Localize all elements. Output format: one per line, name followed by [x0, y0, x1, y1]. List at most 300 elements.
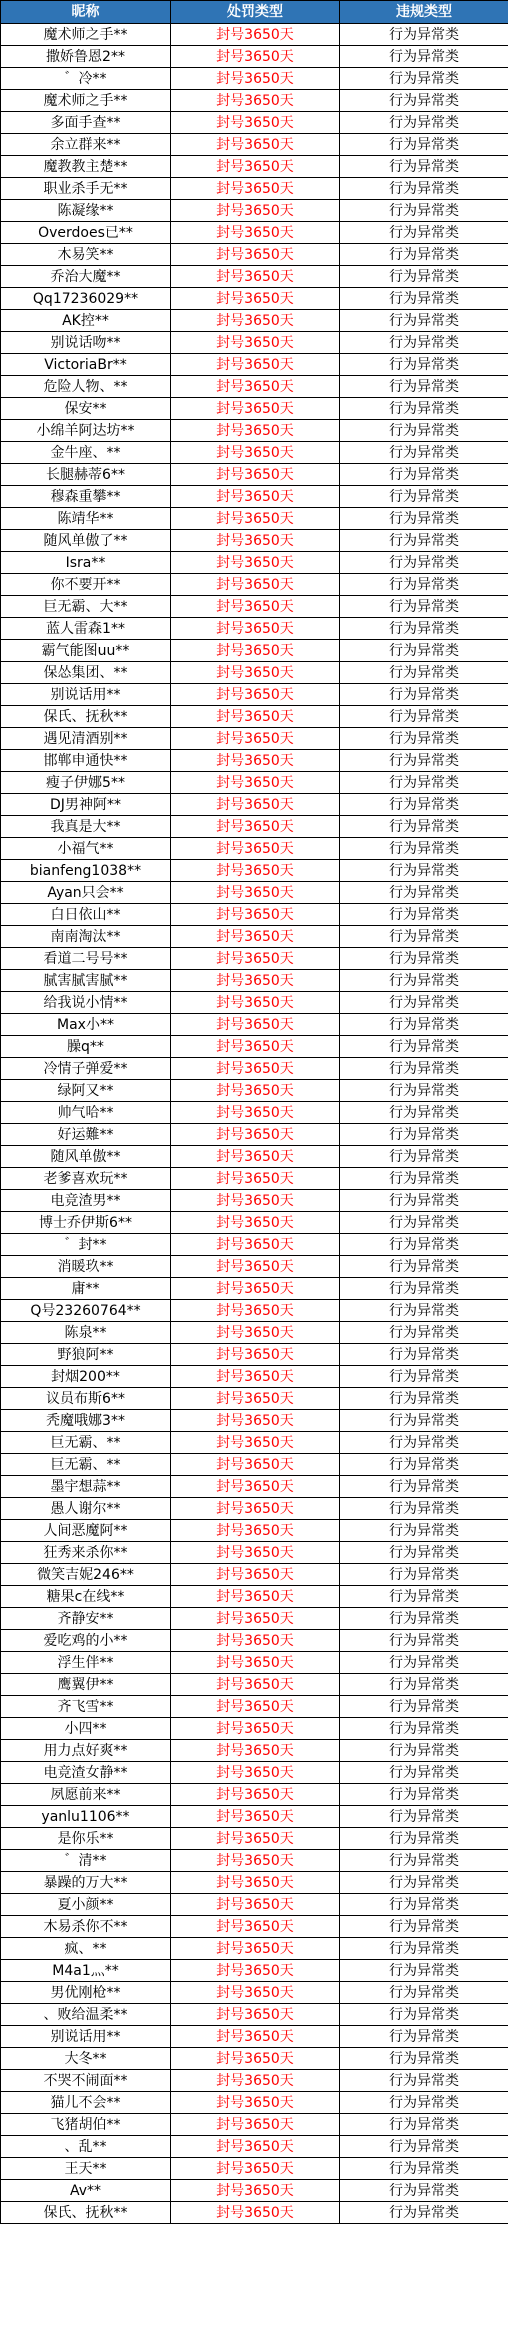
- table-row: [1, 1916, 508, 1938]
- penalty-type-cell: 封号3650天: [171, 2092, 340, 2114]
- penalty-type-cell: 封号3650天: [171, 200, 340, 222]
- violation-type-cell: 行为异常类: [340, 816, 508, 838]
- nickname-cell: 猫儿不会**: [1, 2092, 171, 2114]
- nickname-cell: VictoriaBr**: [1, 354, 171, 376]
- table-row: [1, 1476, 508, 1498]
- violation-type-cell: 行为异常类: [340, 1058, 508, 1080]
- nickname-cell: 臊q**: [1, 1036, 171, 1058]
- penalty-type-cell: 封号3650天: [171, 926, 340, 948]
- violation-type-cell: 行为异常类: [340, 574, 508, 596]
- table-row: [1, 90, 508, 112]
- violation-type-cell: 行为异常类: [340, 948, 508, 970]
- table-row: [1, 420, 508, 442]
- table-row: [1, 1630, 508, 1652]
- nickname-cell: 人间恶魔阿**: [1, 1520, 171, 1542]
- penalty-type-cell: 封号3650天: [171, 310, 340, 332]
- table-row: [1, 464, 508, 486]
- penalty-type-cell: 封号3650天: [171, 442, 340, 464]
- nickname-cell: 鹰翼伊**: [1, 1674, 171, 1696]
- nickname-cell: 愚人谢尔**: [1, 1498, 171, 1520]
- violation-type-cell: 行为异常类: [340, 1322, 508, 1344]
- table-row: [1, 1212, 508, 1234]
- penalty-type-cell: 封号3650天: [171, 244, 340, 266]
- table-row: [1, 1300, 508, 1322]
- violation-type-cell: 行为异常类: [340, 1256, 508, 1278]
- table-row: [1, 640, 508, 662]
- violation-type-cell: 行为异常类: [340, 640, 508, 662]
- violation-type-cell: 行为异常类: [340, 1476, 508, 1498]
- nickname-cell: 保怂集团、**: [1, 662, 171, 684]
- table-row: [1, 860, 508, 882]
- violation-type-cell: 行为异常类: [340, 398, 508, 420]
- table-body: [1, 24, 508, 2224]
- penalty-type-cell: 封号3650天: [171, 178, 340, 200]
- violation-type-cell: 行为异常类: [340, 112, 508, 134]
- violation-type-cell: 行为异常类: [340, 2114, 508, 2136]
- table-row: [1, 1828, 508, 1850]
- table-row: [1, 1564, 508, 1586]
- table-row: [1, 508, 508, 530]
- table-row: [1, 1146, 508, 1168]
- violation-type-cell: 行为异常类: [340, 1300, 508, 1322]
- penalty-type-cell: 封号3650天: [171, 1058, 340, 1080]
- penalty-type-cell: 封号3650天: [171, 68, 340, 90]
- penalty-type-cell: 封号3650天: [171, 156, 340, 178]
- nickname-cell: 飞猪胡伯**: [1, 2114, 171, 2136]
- penalty-type-cell: 封号3650天: [171, 2202, 340, 2224]
- penalty-type-cell: 封号3650天: [171, 1608, 340, 1630]
- violation-type-cell: 行为异常类: [340, 1432, 508, 1454]
- nickname-cell: 巨无霸、**: [1, 1454, 171, 1476]
- nickname-cell: 木易杀你不**: [1, 1916, 171, 1938]
- penalty-type-cell: 封号3650天: [171, 2158, 340, 2180]
- penalty-type-cell: 封号3650天: [171, 552, 340, 574]
- violation-type-cell: 行为异常类: [340, 772, 508, 794]
- violation-type-cell: 行为异常类: [340, 1410, 508, 1432]
- violation-type-cell: 行为异常类: [340, 508, 508, 530]
- table-row: [1, 200, 508, 222]
- table-row: [1, 2180, 508, 2202]
- table-row: [1, 2092, 508, 2114]
- nickname-cell: 乔治大魔**: [1, 266, 171, 288]
- violation-type-cell: 行为异常类: [340, 662, 508, 684]
- penalty-type-cell: 封号3650天: [171, 2026, 340, 2048]
- nickname-cell: 帅气哈**: [1, 1102, 171, 1124]
- penalty-type-cell: 封号3650天: [171, 1806, 340, 1828]
- penalty-type-cell: 封号3650天: [171, 970, 340, 992]
- violation-type-cell: 行为异常类: [340, 882, 508, 904]
- violation-type-cell: 行为异常类: [340, 1278, 508, 1300]
- violation-type-cell: 行为异常类: [340, 1828, 508, 1850]
- penalty-type-cell: 封号3650天: [171, 1256, 340, 1278]
- violation-type-cell: 行为异常类: [340, 1696, 508, 1718]
- nickname-cell: 冷情子弹爱**: [1, 1058, 171, 1080]
- table-row: [1, 1190, 508, 1212]
- penalty-type-cell: 封号3650天: [171, 1938, 340, 1960]
- violation-type-cell: 行为异常类: [340, 1608, 508, 1630]
- nickname-cell: 巨无霸、大**: [1, 596, 171, 618]
- penalty-type-cell: 封号3650天: [171, 464, 340, 486]
- nickname-cell: 长腿赫蒂6**: [1, 464, 171, 486]
- violation-type-cell: 行为异常类: [340, 2202, 508, 2224]
- nickname-cell: 狂秀来杀你**: [1, 1542, 171, 1564]
- violation-type-cell: 行为异常类: [340, 2004, 508, 2026]
- nickname-cell: 绿阿又**: [1, 1080, 171, 1102]
- penalty-type-cell: 封号3650天: [171, 420, 340, 442]
- nickname-cell: 野狼阿**: [1, 1344, 171, 1366]
- penalty-type-cell: 封号3650天: [171, 1718, 340, 1740]
- violation-type-cell: 行为异常类: [340, 376, 508, 398]
- table-row: [1, 530, 508, 552]
- violation-type-cell: 行为异常类: [340, 926, 508, 948]
- table-row: [1, 596, 508, 618]
- violation-type-cell: 行为异常类: [340, 1718, 508, 1740]
- nickname-cell: 糖果c在线**: [1, 1586, 171, 1608]
- table-row: [1, 1784, 508, 1806]
- violation-type-cell: 行为异常类: [340, 750, 508, 772]
- nickname-cell: 小四**: [1, 1718, 171, 1740]
- violation-type-cell: 行为异常类: [340, 90, 508, 112]
- penalty-type-cell: 封号3650天: [171, 706, 340, 728]
- nickname-cell: 封烟200**: [1, 1366, 171, 1388]
- nickname-cell: 消暖玖**: [1, 1256, 171, 1278]
- penalty-type-cell: 封号3650天: [171, 1102, 340, 1124]
- penalty-type-column-header: 处罚类型: [171, 1, 340, 24]
- table-row: [1, 904, 508, 926]
- penalty-type-cell: 封号3650天: [171, 904, 340, 926]
- table-row: [1, 1366, 508, 1388]
- violation-type-cell: 行为异常类: [340, 2136, 508, 2158]
- nickname-cell: 夏小颜**: [1, 1894, 171, 1916]
- table-row: [1, 332, 508, 354]
- penalty-type-cell: 封号3650天: [171, 1586, 340, 1608]
- penalty-type-cell: 封号3650天: [171, 1784, 340, 1806]
- nickname-cell: 大冬**: [1, 2048, 171, 2070]
- violation-type-cell: 行为异常类: [340, 1014, 508, 1036]
- penalty-type-cell: 封号3650天: [171, 1916, 340, 1938]
- table-row: [1, 1762, 508, 1784]
- table-row: [1, 662, 508, 684]
- nickname-cell: 随风单傲**: [1, 1146, 171, 1168]
- nickname-cell: 危险人物、**: [1, 376, 171, 398]
- table-row: [1, 1520, 508, 1542]
- table-row: [1, 1322, 508, 1344]
- nickname-cell: ゛封**: [1, 1234, 171, 1256]
- violation-type-cell: 行为异常类: [340, 596, 508, 618]
- nickname-cell: Ayan只会**: [1, 882, 171, 904]
- violation-type-cell: 行为异常类: [340, 970, 508, 992]
- violation-type-cell: 行为异常类: [340, 1102, 508, 1124]
- penalty-type-cell: 封号3650天: [171, 1982, 340, 2004]
- table-row: [1, 288, 508, 310]
- violation-type-cell: 行为异常类: [340, 1982, 508, 2004]
- penalty-type-cell: 封号3650天: [171, 1278, 340, 1300]
- table-row: [1, 1234, 508, 1256]
- table-row: [1, 1454, 508, 1476]
- penalty-type-cell: 封号3650天: [171, 2180, 340, 2202]
- nickname-cell: 瘦子伊娜5**: [1, 772, 171, 794]
- table-row: [1, 1014, 508, 1036]
- table-row: [1, 1850, 508, 1872]
- violation-type-cell: 行为异常类: [340, 1080, 508, 1102]
- table-row: [1, 354, 508, 376]
- violation-type-cell: 行为异常类: [340, 1454, 508, 1476]
- violation-type-cell: 行为异常类: [340, 1630, 508, 1652]
- penalty-type-cell: 封号3650天: [171, 266, 340, 288]
- penalty-type-cell: 封号3650天: [171, 1850, 340, 1872]
- nickname-cell: 是你乐**: [1, 1828, 171, 1850]
- penalty-type-cell: 封号3650天: [171, 574, 340, 596]
- nickname-cell: 穆森重攀**: [1, 486, 171, 508]
- nickname-cell: 多面手查**: [1, 112, 171, 134]
- nickname-cell: 齐飞雪**: [1, 1696, 171, 1718]
- violation-type-cell: 行为异常类: [340, 2180, 508, 2202]
- violation-type-cell: 行为异常类: [340, 1586, 508, 1608]
- nickname-cell: Av**: [1, 2180, 171, 2202]
- penalty-type-cell: 封号3650天: [171, 596, 340, 618]
- violation-type-cell: 行为异常类: [340, 1872, 508, 1894]
- penalty-type-cell: 封号3650天: [171, 1674, 340, 1696]
- violation-type-cell: 行为异常类: [340, 1894, 508, 1916]
- penalty-type-cell: 封号3650天: [171, 838, 340, 860]
- violation-type-cell: 行为异常类: [340, 1938, 508, 1960]
- nickname-cell: 王天**: [1, 2158, 171, 2180]
- table-row: [1, 1058, 508, 1080]
- nickname-cell: 邯郸申通快**: [1, 750, 171, 772]
- penalty-type-cell: 封号3650天: [171, 1432, 340, 1454]
- violation-type-cell: 行为异常类: [340, 728, 508, 750]
- violation-type-cell: 行为异常类: [340, 1960, 508, 1982]
- table-row: [1, 1586, 508, 1608]
- nickname-cell: 别说话用**: [1, 2026, 171, 2048]
- violation-type-cell: 行为异常类: [340, 244, 508, 266]
- table-row: [1, 684, 508, 706]
- violation-type-cell: 行为异常类: [340, 2092, 508, 2114]
- penalty-type-cell: 封号3650天: [171, 662, 340, 684]
- nickname-cell: 庸**: [1, 1278, 171, 1300]
- violation-type-cell: 行为异常类: [340, 2026, 508, 2048]
- penalty-type-cell: 封号3650天: [171, 1124, 340, 1146]
- penalty-type-cell: 封号3650天: [171, 1388, 340, 1410]
- penalty-type-cell: 封号3650天: [171, 1564, 340, 1586]
- nickname-cell: ゛冷**: [1, 68, 171, 90]
- violation-type-cell: 行为异常类: [340, 860, 508, 882]
- violation-type-cell: 行为异常类: [340, 464, 508, 486]
- table-row: [1, 1608, 508, 1630]
- table-row: [1, 178, 508, 200]
- violation-type-cell: 行为异常类: [340, 68, 508, 90]
- nickname-cell: 余立群来**: [1, 134, 171, 156]
- violation-type-cell: 行为异常类: [340, 420, 508, 442]
- table-row: [1, 2114, 508, 2136]
- violation-type-cell: 行为异常类: [340, 1564, 508, 1586]
- violation-type-cell: 行为异常类: [340, 332, 508, 354]
- violation-type-cell: 行为异常类: [340, 1234, 508, 1256]
- violation-type-cell: 行为异常类: [340, 442, 508, 464]
- table-row: [1, 2026, 508, 2048]
- table-row: [1, 728, 508, 750]
- table-row: [1, 1696, 508, 1718]
- penalty-type-cell: 封号3650天: [171, 1542, 340, 1564]
- nickname-cell: 蓝人雷森1**: [1, 618, 171, 640]
- nickname-cell: 腻害腻害腻**: [1, 970, 171, 992]
- penalty-type-cell: 封号3650天: [171, 24, 340, 46]
- nickname-cell: yanlu1106**: [1, 1806, 171, 1828]
- penalty-type-cell: 封号3650天: [171, 728, 340, 750]
- table-row: [1, 1102, 508, 1124]
- violation-type-cell: 行为异常类: [340, 1652, 508, 1674]
- penalty-type-cell: 封号3650天: [171, 816, 340, 838]
- violation-type-cell: 行为异常类: [340, 706, 508, 728]
- table-row: [1, 1806, 508, 1828]
- nickname-cell: 保安**: [1, 398, 171, 420]
- penalty-type-cell: 封号3650天: [171, 882, 340, 904]
- nickname-cell: 墨宇想蒜**: [1, 1476, 171, 1498]
- nickname-cell: Qq17236029**: [1, 288, 171, 310]
- nickname-cell: 保氏、抚秋**: [1, 706, 171, 728]
- header-row: [1, 1, 508, 24]
- nickname-cell: 巨无霸、**: [1, 1432, 171, 1454]
- penalty-type-cell: 封号3650天: [171, 288, 340, 310]
- penalty-type-cell: 封号3650天: [171, 112, 340, 134]
- table-row: [1, 2202, 508, 2224]
- table-row: [1, 1894, 508, 1916]
- nickname-cell: 看道二号号**: [1, 948, 171, 970]
- nickname-cell: 魔术师之手**: [1, 24, 171, 46]
- nickname-cell: 男优刚枪**: [1, 1982, 171, 2004]
- table-row: [1, 1432, 508, 1454]
- violation-type-cell: 行为异常类: [340, 178, 508, 200]
- nickname-cell: 浮生伴**: [1, 1652, 171, 1674]
- penalty-type-cell: 封号3650天: [171, 1696, 340, 1718]
- nickname-cell: 霸气能图uu**: [1, 640, 171, 662]
- table-row: [1, 1388, 508, 1410]
- nickname-cell: 、乱**: [1, 2136, 171, 2158]
- table-row: [1, 442, 508, 464]
- table-row: [1, 574, 508, 596]
- nickname-cell: 老爹喜欢玩**: [1, 1168, 171, 1190]
- nickname-cell: 陈凝缘**: [1, 200, 171, 222]
- nickname-cell: DJ男神阿**: [1, 794, 171, 816]
- violation-type-cell: 行为异常类: [340, 1916, 508, 1938]
- penalty-type-cell: 封号3650天: [171, 1014, 340, 1036]
- table-row: [1, 1124, 508, 1146]
- violation-type-cell: 行为异常类: [340, 1124, 508, 1146]
- nickname-cell: 别说话用**: [1, 684, 171, 706]
- penalty-type-cell: 封号3650天: [171, 860, 340, 882]
- violation-type-cell: 行为异常类: [340, 1146, 508, 1168]
- penalty-type-cell: 封号3650天: [171, 90, 340, 112]
- nickname-cell: 陈靖华**: [1, 508, 171, 530]
- penalty-type-cell: 封号3650天: [171, 2070, 340, 2092]
- table-row: [1, 376, 508, 398]
- nickname-cell: 小绵羊阿达坊**: [1, 420, 171, 442]
- table-row: [1, 1080, 508, 1102]
- table-row: [1, 1674, 508, 1696]
- violation-type-cell: 行为异常类: [340, 838, 508, 860]
- violation-type-cell: 行为异常类: [340, 200, 508, 222]
- penalty-type-cell: 封号3650天: [171, 1036, 340, 1058]
- violation-type-cell: 行为异常类: [340, 310, 508, 332]
- violation-type-cell: 行为异常类: [340, 992, 508, 1014]
- violation-type-cell: 行为异常类: [340, 134, 508, 156]
- nickname-cell: bianfeng1038**: [1, 860, 171, 882]
- penalty-type-cell: 封号3650天: [171, 134, 340, 156]
- violation-type-cell: 行为异常类: [340, 2158, 508, 2180]
- table-row: [1, 2048, 508, 2070]
- violation-type-cell: 行为异常类: [340, 46, 508, 68]
- table-row: [1, 1740, 508, 1762]
- table-row: [1, 1344, 508, 1366]
- nickname-cell: 职业杀手无**: [1, 178, 171, 200]
- penalty-type-cell: 封号3650天: [171, 948, 340, 970]
- table-row: [1, 1498, 508, 1520]
- violation-type-cell: 行为异常类: [340, 2048, 508, 2070]
- nickname-cell: 夙愿前来**: [1, 1784, 171, 1806]
- nickname-cell: 随风单傲了**: [1, 530, 171, 552]
- penalty-type-cell: 封号3650天: [171, 1168, 340, 1190]
- nickname-cell: AK控**: [1, 310, 171, 332]
- table-row: [1, 24, 508, 46]
- table-row: [1, 2004, 508, 2026]
- table-row: [1, 750, 508, 772]
- table-row: [1, 46, 508, 68]
- nickname-cell: 博士乔伊斯6**: [1, 1212, 171, 1234]
- table-row: [1, 552, 508, 574]
- penalty-type-cell: 封号3650天: [171, 1300, 340, 1322]
- nickname-cell: 好运難**: [1, 1124, 171, 1146]
- penalty-type-cell: 封号3650天: [171, 794, 340, 816]
- violation-type-cell: 行为异常类: [340, 684, 508, 706]
- penalty-type-cell: 封号3650天: [171, 1630, 340, 1652]
- penalty-type-cell: 封号3650天: [171, 1894, 340, 1916]
- penalty-type-cell: 封号3650天: [171, 2048, 340, 2070]
- penalty-type-cell: 封号3650天: [171, 376, 340, 398]
- nickname-cell: 爱吃鸡的小**: [1, 1630, 171, 1652]
- table-row: [1, 1036, 508, 1058]
- table-row: [1, 618, 508, 640]
- table-row: [1, 816, 508, 838]
- penalty-type-cell: 封号3650天: [171, 1146, 340, 1168]
- penalty-type-cell: 封号3650天: [171, 486, 340, 508]
- penalty-type-cell: 封号3650天: [171, 772, 340, 794]
- nickname-cell: 小福气**: [1, 838, 171, 860]
- violation-type-cell: 行为异常类: [340, 1784, 508, 1806]
- penalty-type-cell: 封号3650天: [171, 46, 340, 68]
- table-row: [1, 134, 508, 156]
- violation-type-cell: 行为异常类: [340, 1498, 508, 1520]
- nickname-cell: 、败给温柔**: [1, 2004, 171, 2026]
- penalty-type-cell: 封号3650天: [171, 1322, 340, 1344]
- table-row: [1, 772, 508, 794]
- violation-type-cell: 行为异常类: [340, 486, 508, 508]
- nickname-cell: 白日依山**: [1, 904, 171, 926]
- nickname-cell: 给我说小情**: [1, 992, 171, 1014]
- penalty-type-cell: 封号3650天: [171, 332, 340, 354]
- table-row: [1, 398, 508, 420]
- violation-type-cell: 行为异常类: [340, 1740, 508, 1762]
- table-row: [1, 1982, 508, 2004]
- table-row: [1, 992, 508, 1014]
- violation-type-cell: 行为异常类: [340, 552, 508, 574]
- penalty-type-cell: 封号3650天: [171, 2114, 340, 2136]
- nickname-cell: Max小**: [1, 1014, 171, 1036]
- table-row: [1, 794, 508, 816]
- nickname-cell: 议员布斯6**: [1, 1388, 171, 1410]
- penalty-type-cell: 封号3650天: [171, 750, 340, 772]
- penalty-type-cell: 封号3650天: [171, 1652, 340, 1674]
- violation-type-cell: 行为异常类: [340, 288, 508, 310]
